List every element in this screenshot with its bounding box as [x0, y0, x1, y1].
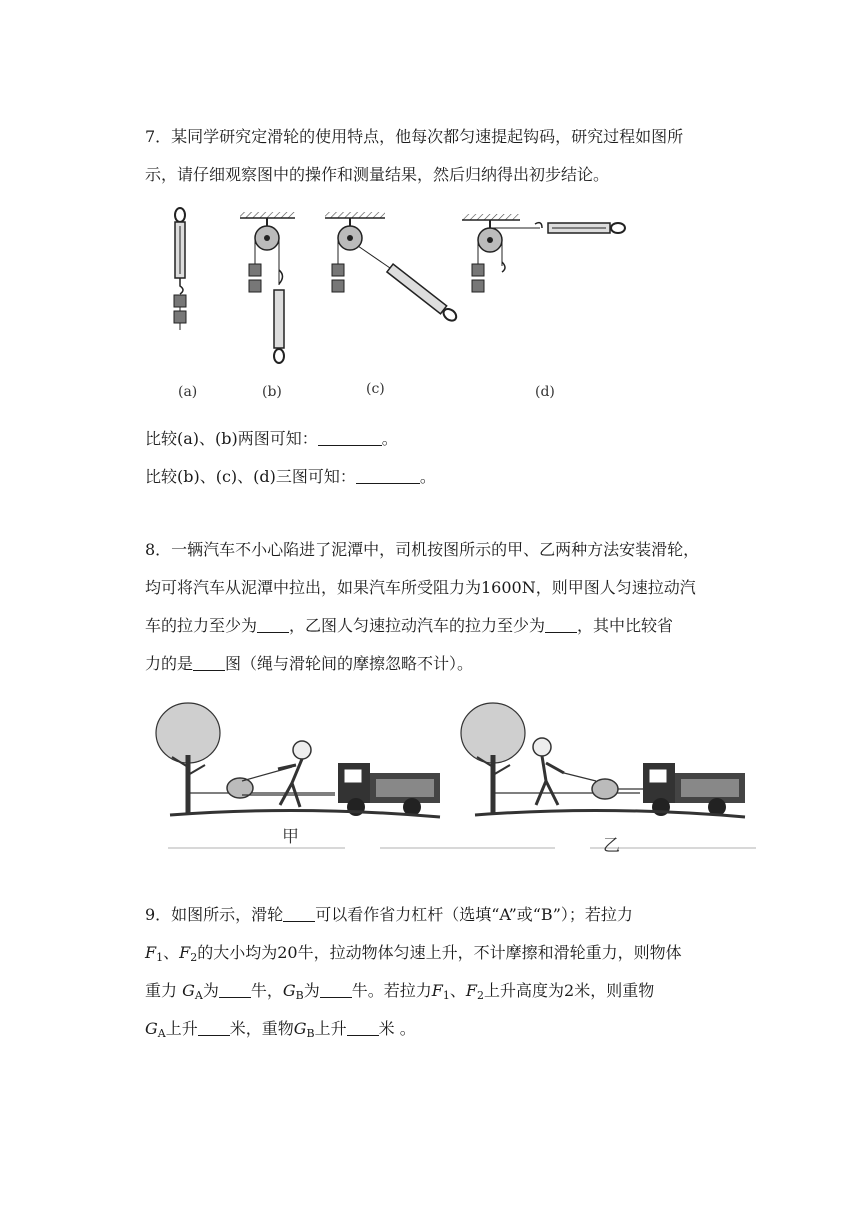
fig-b-pulley	[240, 212, 295, 363]
q8-answer-blank-2[interactable]	[545, 614, 577, 633]
q9-answer-blank-1[interactable]	[283, 903, 315, 922]
q9-sub: 1	[442, 989, 450, 1002]
q7-answer-blank-1[interactable]	[318, 427, 382, 446]
q7-line2: 示，请仔细观察图中的操作和测量结果，然后归纳得出初步结论。	[145, 165, 610, 184]
fig-a-scale	[174, 208, 186, 330]
q9-sub: B	[295, 989, 304, 1002]
fig-label-yi: 乙	[603, 836, 620, 856]
q7-period: 。	[381, 429, 398, 448]
q8-line1: 8．一辆汽车不小心陷进了泥潭中，司机按图所示的甲、乙两种方法安装滑轮，	[145, 540, 700, 559]
q8-text: 图（绳与滑轮间的摩擦忽略不计）。	[225, 654, 474, 673]
q8-line4	[145, 645, 725, 683]
q9-var-F: F	[465, 981, 478, 1000]
q9-line2	[145, 934, 725, 972]
q9-text: 上升	[165, 1019, 198, 1038]
q9-text: 为	[202, 981, 219, 1000]
fig-label-b: (b)	[262, 384, 282, 400]
q9-line4	[145, 1010, 725, 1048]
fig-d-pulley	[462, 214, 625, 292]
q9-text: 上升	[314, 1019, 347, 1038]
q7-line1: 7．某同学研究定滑轮的使用特点，他每次都匀速提起钩码，研究过程如图所	[145, 127, 684, 146]
q9-sub: 2	[477, 989, 485, 1002]
q9-line3	[145, 972, 725, 1010]
q9-text: 可以看作省力杠杆（选填“A”或“B”）；若拉力	[315, 905, 633, 924]
q9-text: 的大小均为20牛，拉动物体匀速上升，不计摩擦和滑轮重力，则物体	[197, 943, 682, 962]
q7-compare1-text: 比较(a)、(b)两图可知：	[145, 429, 318, 448]
q9-var-G: G	[145, 1019, 158, 1038]
q9-answer-blank-3[interactable]	[320, 979, 352, 998]
q9-line1	[145, 896, 725, 934]
fig-label-c: (c)	[366, 381, 385, 397]
q9-sep: 、	[163, 943, 180, 962]
q8-answer-blank-1[interactable]	[257, 614, 289, 633]
q9-sep: 、	[449, 981, 466, 1000]
q9-answer-blank-2[interactable]	[219, 979, 251, 998]
q7-answer-blank-2[interactable]	[356, 465, 420, 484]
q9-text: 重力	[145, 981, 178, 1000]
q9-text: 牛。若拉力	[351, 981, 432, 1000]
q9-sub: B	[306, 1027, 315, 1040]
q8-text: 力的是	[145, 654, 194, 673]
q7-compare1	[145, 420, 725, 458]
q9-sub: 2	[190, 951, 198, 964]
q8-line3	[145, 607, 725, 645]
q9-answer-blank-4[interactable]	[198, 1017, 230, 1036]
q9-text: 为	[303, 981, 320, 1000]
q9-var-F: F	[179, 943, 191, 962]
q9-sub: 1	[156, 951, 164, 964]
q8-text: 车的拉力至少为	[145, 616, 258, 635]
q8-answer-blank-3[interactable]	[193, 652, 225, 671]
q8-truck-figure	[150, 695, 760, 855]
fig-label-jia: 甲	[282, 827, 299, 847]
q9-text: 米，重物	[229, 1019, 294, 1038]
fig-label-a: (a)	[178, 384, 198, 400]
fig-c-pulley	[325, 212, 458, 323]
q9-text: 9．如图所示，滑轮	[145, 905, 284, 924]
q9-answer-blank-5[interactable]	[347, 1017, 379, 1036]
q7-compare2	[145, 458, 725, 496]
q7-pulley-figure	[150, 200, 650, 380]
q9-text: 米 。	[378, 1019, 416, 1038]
q9-var-F: F	[145, 943, 157, 962]
q9-sub: A	[194, 989, 203, 1002]
q9-var-G: G	[282, 981, 296, 1000]
q9-text: 上升高度为2米，则重物	[484, 981, 655, 1000]
q7-compare2-text: 比较(b)、(c)、(d)三图可知：	[145, 467, 356, 486]
q9-var-F: F	[431, 981, 443, 1000]
fig-label-d: (d)	[535, 384, 555, 400]
q9-text: 牛，	[250, 981, 283, 1000]
q8-line2: 均可将汽车从泥潭中拉出，如果汽车所受阻力为1600N，则甲图人匀速拉动汽	[145, 578, 696, 597]
q9-var-G: G	[293, 1019, 307, 1038]
q7-period: 。	[419, 467, 436, 486]
q9-sub: A	[157, 1027, 166, 1040]
q8-text: ，乙图人匀速拉动汽车的拉力至少为	[289, 616, 546, 635]
q8-text: ，其中比较省	[577, 616, 674, 635]
q9-var-G: G	[182, 981, 195, 1000]
